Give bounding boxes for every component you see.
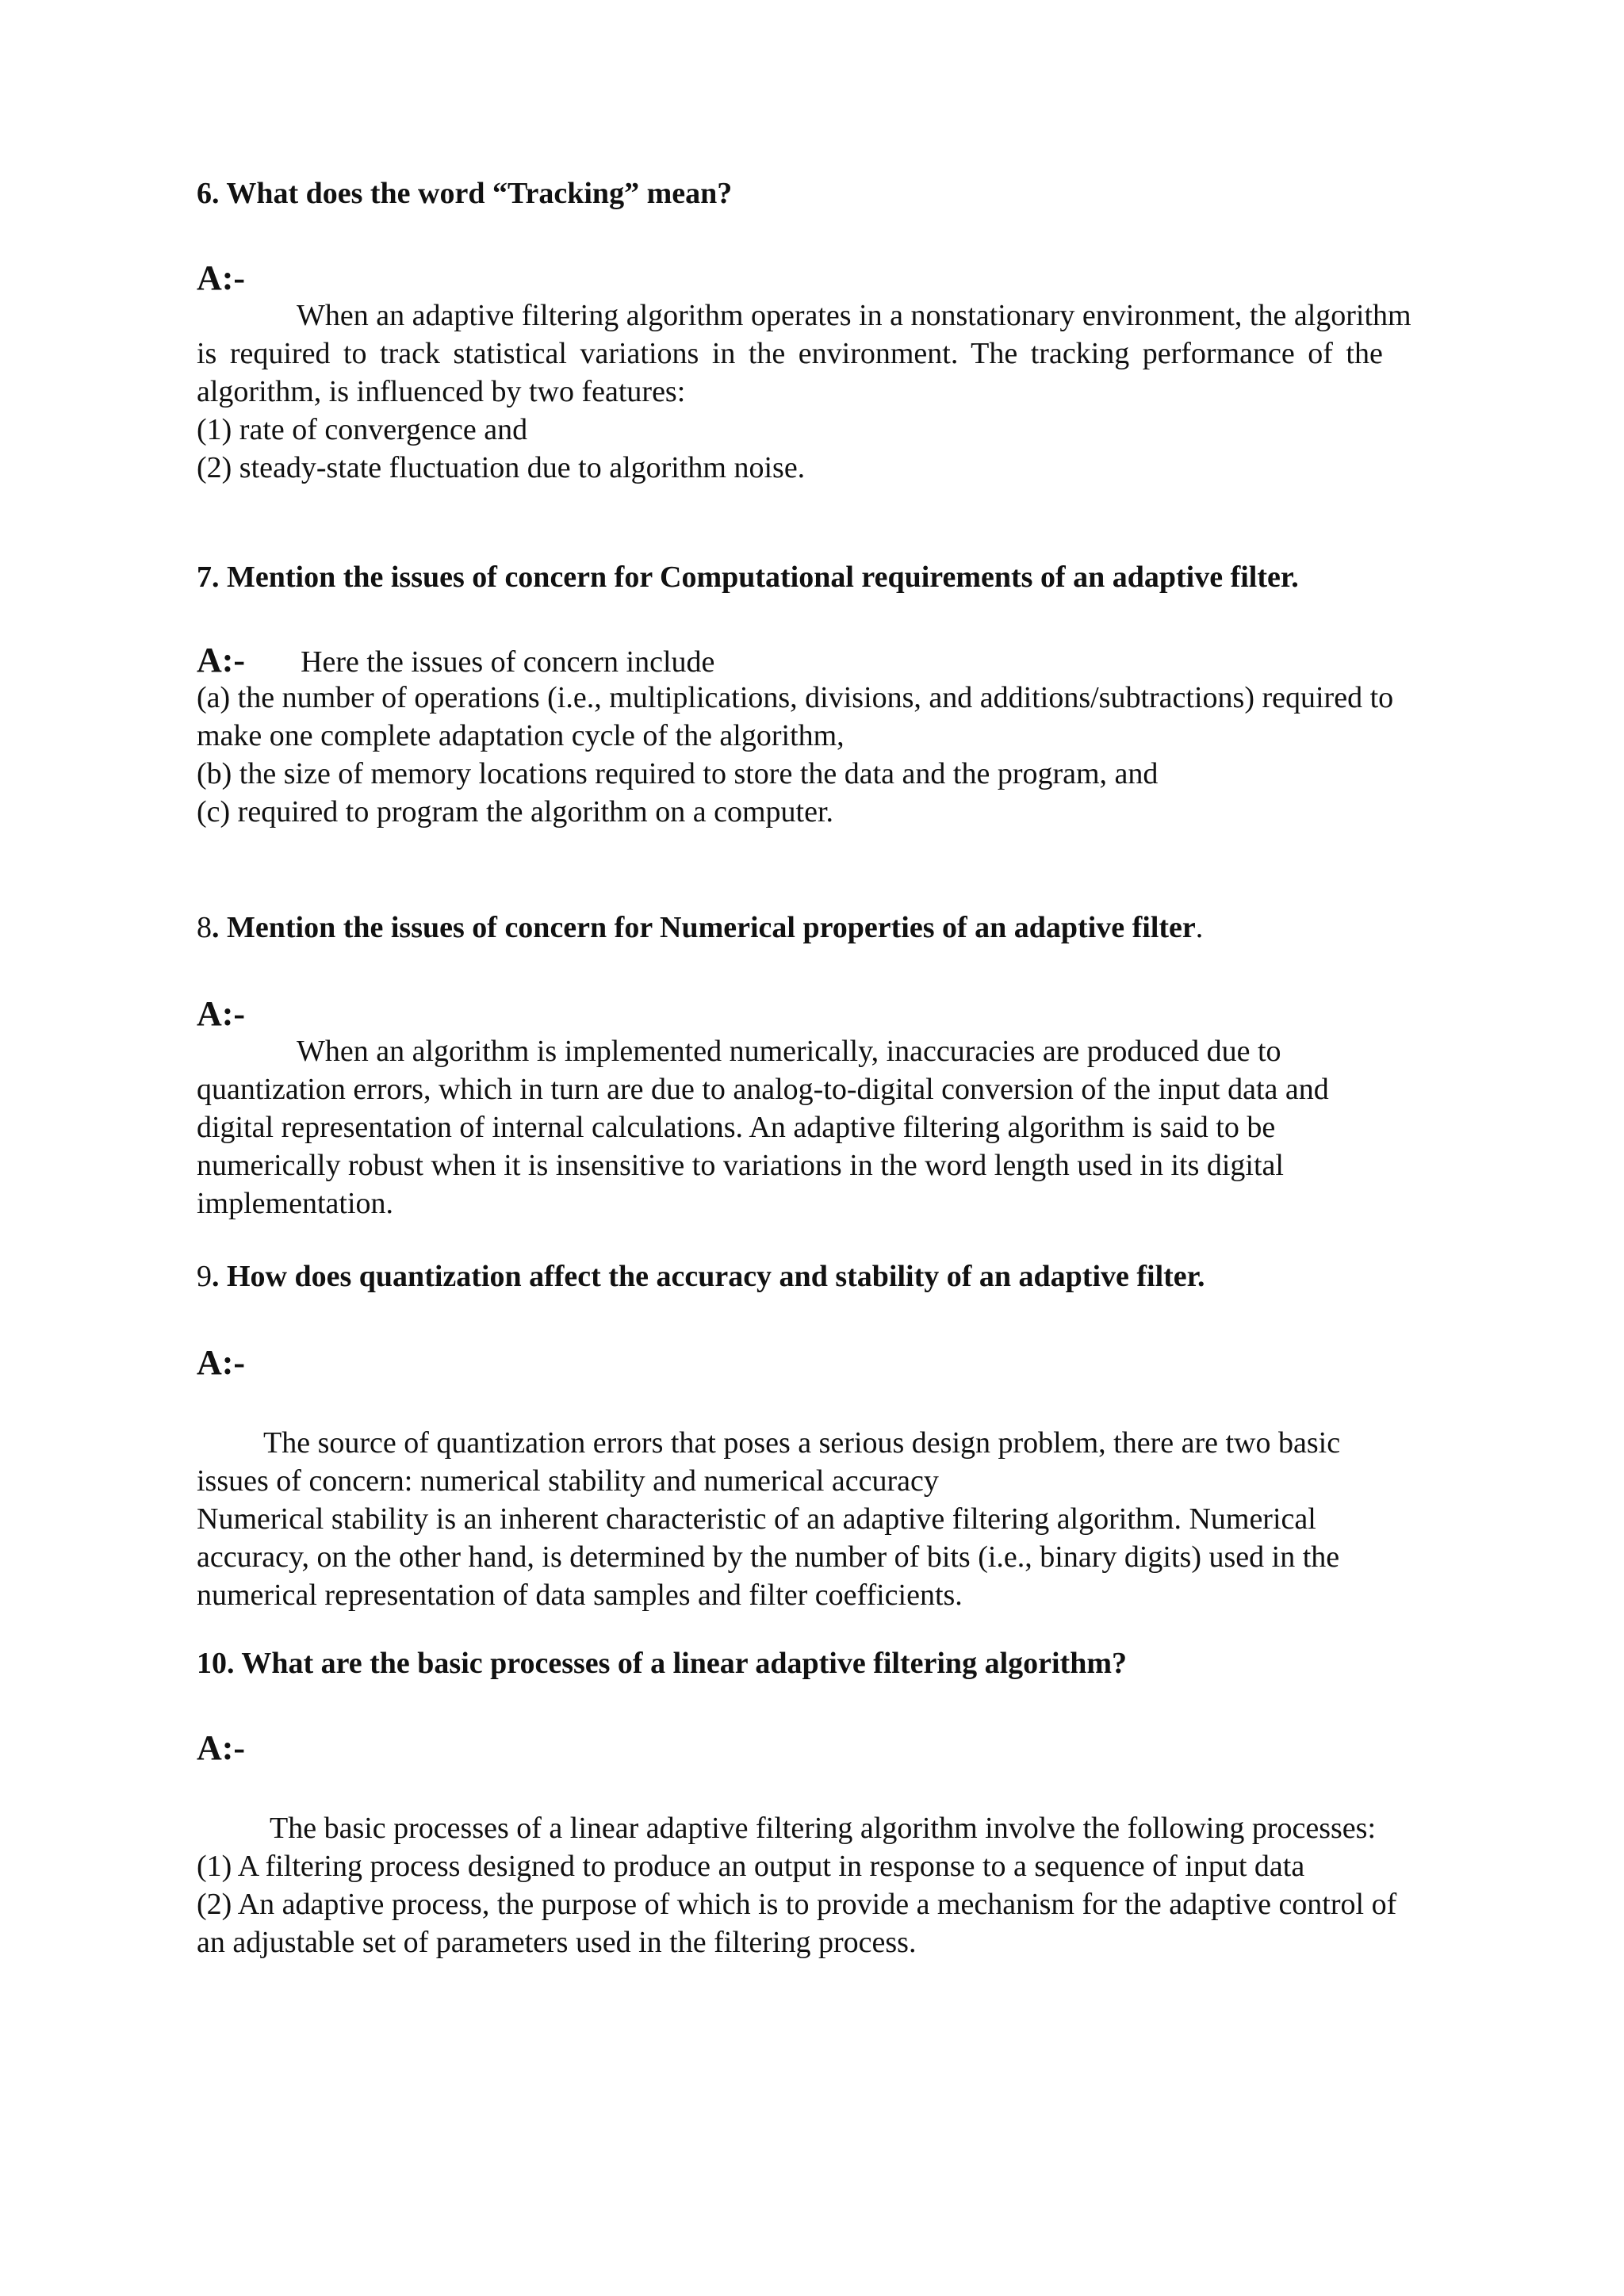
answer-7-line-2: make one complete adaptation cycle of the algorithm, xyxy=(197,719,845,752)
answer-9-line-2: issues of concern: numerical stability and numerical accuracy xyxy=(197,1464,939,1498)
answer-6-line-4: (1) rate of convergence and xyxy=(197,413,528,446)
answer-8-line-1: When an algorithm is implemented numerically, inaccuracies are produced due to xyxy=(297,1035,1281,1068)
question-9-heading xyxy=(197,1257,1205,1295)
answer-6-line-2: is required to track statistical variations in the environment. The tracking performance of the xyxy=(197,337,1383,370)
answer-6-label: A:- xyxy=(197,258,246,297)
answer-6-text xyxy=(197,297,1521,487)
answer-6-line-1: When an adaptive filtering algorithm operates in a nonstationary environment, the algorithm xyxy=(297,299,1411,332)
answer-8-line-2: quantization errors, which in turn are due to analog-to-digital conversion of the input data and xyxy=(197,1073,1329,1106)
answer-9-line-1: The source of quantization errors that poses a serious design problem, there are two basic xyxy=(263,1426,1341,1460)
answer-10-line-4: an adjustable set of parameters used in the filtering process. xyxy=(197,1926,917,1959)
answer-10-text xyxy=(197,1809,1521,1961)
answer-8-line-4: numerically robust when it is insensitive to variations in the word length used in its digital xyxy=(197,1149,1284,1182)
answer-7-line-3: (b) the size of memory locations required to store the data and the program, and xyxy=(197,757,1159,790)
question-7-heading: 7. Mention the issues of concern for Computational requirements of an adaptive filter. xyxy=(197,561,1299,594)
answer-8-line-5: implementation. xyxy=(197,1187,394,1220)
answer-9-line-4: accuracy, on the other hand, is determined by the number of bits (i.e., binary digits) used in the xyxy=(197,1540,1340,1574)
question-9-number: 9 xyxy=(197,1260,212,1293)
question-9-text: . How does quantization affect the accuracy and stability of an adaptive filter. xyxy=(212,1260,1205,1293)
answer-8-text xyxy=(197,1032,1521,1223)
answer-9-text xyxy=(197,1424,1521,1614)
answer-9-line-5: numerical representation of data samples and filter coefficients. xyxy=(197,1578,963,1612)
answer-8-line-3: digital representation of internal calculations. An adaptive filtering algorithm is said to be xyxy=(197,1111,1276,1144)
answer-6-line-5: (2) steady-state fluctuation due to algorithm noise. xyxy=(197,451,806,484)
answer-10-line-3: (2) An adaptive process, the purpose of which is to provide a mechanism for the adaptive control of xyxy=(197,1888,1397,1921)
answer-7-intro xyxy=(197,641,714,681)
answer-10-line-1: The basic processes of a linear adaptive filtering algorithm involve the following processes: xyxy=(270,1812,1377,1845)
answer-10-line-2: (1) A filtering process designed to produce an output in response to a sequence of input data xyxy=(197,1850,1305,1883)
question-8-number: 8 xyxy=(197,911,212,944)
question-10-heading: 10. What are the basic processes of a linear adaptive filtering algorithm? xyxy=(197,1647,1127,1680)
answer-7-line-4: (c) required to program the algorithm on a computer. xyxy=(197,795,834,828)
question-8-trailing: . xyxy=(1195,911,1204,944)
question-8-heading xyxy=(197,909,1203,947)
answer-8-label: A:- xyxy=(197,994,246,1033)
answer-7-text xyxy=(197,679,1521,831)
answer-7-first-line: Here the issues of concern include xyxy=(301,645,715,679)
answer-10-label: A:- xyxy=(197,1728,246,1767)
question-8-text: . Mention the issues of concern for Numerical properties of an adaptive filter xyxy=(212,911,1196,944)
answer-7-label: A:- xyxy=(197,641,246,679)
answer-9-line-3: Numerical stability is an inherent characteristic of an adaptive filtering algorithm. Numerical xyxy=(197,1502,1316,1536)
answer-7-line-1: (a) the number of operations (i.e., multiplications, divisions, and additions/subtractions) required to xyxy=(197,681,1394,714)
answer-6-line-3: algorithm, is influenced by two features: xyxy=(197,375,686,408)
question-6-heading: 6. What does the word “Tracking” mean? xyxy=(197,177,733,210)
answer-9-label: A:- xyxy=(197,1343,246,1382)
